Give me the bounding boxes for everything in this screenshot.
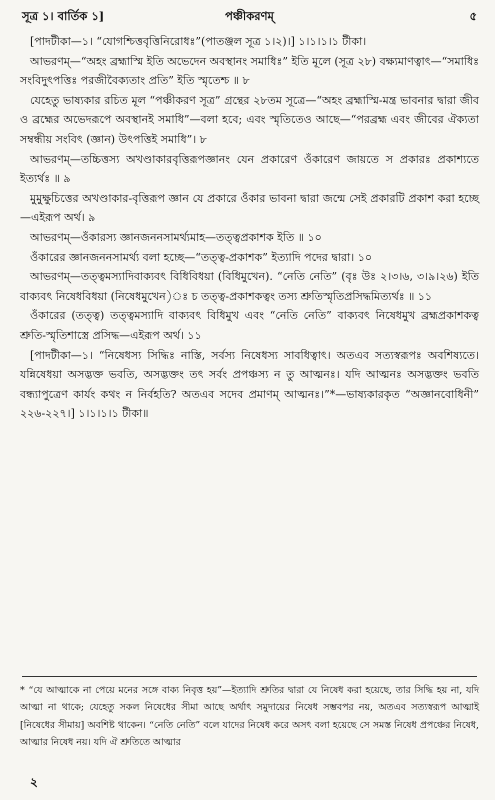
paragraph: আভরণম্—তচ্চিত্তস্য অখণ্ডাকারবৃত্তিরূপজ্ঞানং যেন প্রকারেণ ওঁকারেণ জায়তে স প্রকারঃ প্রকাশ্যতে ইত্যর্থঃ ॥ ৯ [20, 152, 479, 186]
paragraph: আভরণম্—“অহং ব্রহ্মাস্মি ইতি অভেদেন অবস্থানং সমাধিঃ” ইতি মূলে (সূত্র ২৮) বক্ষ্যমাণত্বাৎ—“সমাধিঃ সংবিদুৎপত্তিঃ পরজীবৈক্যতাং প্রতি” ইতি স্মৃতেশ্চ ॥ ৮ [20, 54, 479, 88]
footnote-text: * “যে আত্মাকে না পেয়ে মনের সঙ্গে বাক্য নিবৃত্ত হয়”—ইত্যাদি শ্রুতির দ্বারা যে নিষেধ করা হয়েছে, তার সিদ্ধি হয় না, যদি আত্মা না থাকে; যেহেতু সকল নিষেধের সীমা আছে অর্থাৎ সমুদায়ের নিষেধ সম্ভবপর নয়, অতএব সত্যস্বরূপ আত্মাই [নিষেধের সীমায়] অবশিষ্ট থাকেন। “নেতি নেতি” বলে যাদের নিষেধ করে অসৎ বলা হয়েছে সে সমস্ত নিষেধ প্রপঞ্চের নিষেধ, আত্মার নিষেধ নয়। যদি ঐ শ্রুতিতে আত্মার [20, 685, 479, 749]
header-title: পঞ্চীকরণম্ [225, 9, 274, 23]
page-number: ২ [30, 775, 38, 789]
footnote-divider [22, 676, 477, 677]
paragraph: আভরণম্—ওঁকারস্য জ্ঞানজননসামর্থ্যমাহ—তত্ত্বপ্রকাশক ইতি ॥ ১০ [30, 230, 322, 244]
paragraph: ওঁকারের (তত্ত্ব) তত্ত্বমস্যাদি বাক্যবৎ বিধিমুখ এবং “নেতি নেতি” বাক্যবৎ নিষেধমুখ ব্রহ্মপ্রকাশকত্ব শ্রুতি-স্মৃতিশাস্ত্রে প্রসিদ্ধ—এইরূপ অর্থ। ১১ [20, 309, 479, 342]
header-page-number: ৫ [469, 9, 477, 23]
main-text [20, 32, 479, 424]
paragraph: [পাদটীকা—১। “যোগশ্চিত্তবৃত্তিনিরোধঃ”(পাতঞ্জল সূত্র ১।২)।] ১।১।১।১ টীকা। [30, 35, 367, 48]
paragraph: [পাদটীকা—১। “নিষেধস্য সিদ্ধিঃ নাস্তি, সর্বস্য নিষেধস্য সাবধিত্বাৎ। অতএব সত্যস্বরূপঃ অবশিষ্যতে। যন্নিষেধয়া অসদ্ভক্ত ভবতি, অসদ্ভক্তং তৎ সর্বং প্রপঞ্চস্য ন তু আত্মনঃ। যদি আত্মনঃ অসদ্ভক্তং ভবতি বন্ধ্যাপুত্রেণ কার্যং কথং ন নির্বহতি? অতএব সদেব প্রমাণম্ আত্মনঃ।”*—ভাষ্যকারকৃত “অজ্ঞানবোধিনী” ২২৬-২২৭।] ১।১।১।১ টীকা॥ [20, 348, 479, 421]
paragraph: আভরণম্—তত্ত্বমস্যাদিবাক্যবৎ বিধিবিধয়া (বিধিমুখেন). “নেতি নেতি” (বৃঃ উঃ ২।৩।৬, ৩।৯।২৬) ইতি বাক্যবৎ নিষেধবিধয়া (নিষেধমুখেন)ঃ চ তত্ত্ব-প্রকাশকত্বং তস্য শ্রুতিস্মৃতিপ্রসিদ্ধমিত্যর্থঃ ॥ ১১ [20, 270, 479, 303]
paragraph: ওঁকারের জ্ঞানজননসামর্থ্য বলা হচ্ছে—“তত্ত্ব-প্রকাশক” ইত্যাদি পদের দ্বারা। ১০ [30, 250, 373, 264]
footnote [20, 682, 479, 752]
header-left: সূত্র ১। বার্তিক ১] [22, 9, 105, 23]
running-header [22, 8, 477, 26]
paragraph: মুমুক্ষুচিত্তের অখণ্ডাকার-বৃত্তিরূপ জ্ঞান যে প্রকারে ওঁকার ভাবনা দ্বারা জন্মে সেই প্রকারটি প্রকাশ করা হচ্ছে—এইরূপ অর্থ। ৯ [20, 191, 479, 225]
paragraph: যেহেতু ভাষ্যকার রচিত মূল “পঞ্চীকরণ সূত্র” গ্রন্থের ২৮তম সূত্রে—“অহং ব্রহ্মাস্মি-মন্ত্র ভাবনার দ্বারা জীব ও ব্রহ্মের অভেদরূপে অবস্থানই সমাধি”—বলা হবে; এবং স্মৃতিতেও আছে—“পরব্রহ্ম এবং জীবের ঐক্যতা সম্বন্ধীয় সংবিৎ (জ্ঞান) উৎপত্তিই সমাধি”। ৮ [20, 93, 479, 146]
